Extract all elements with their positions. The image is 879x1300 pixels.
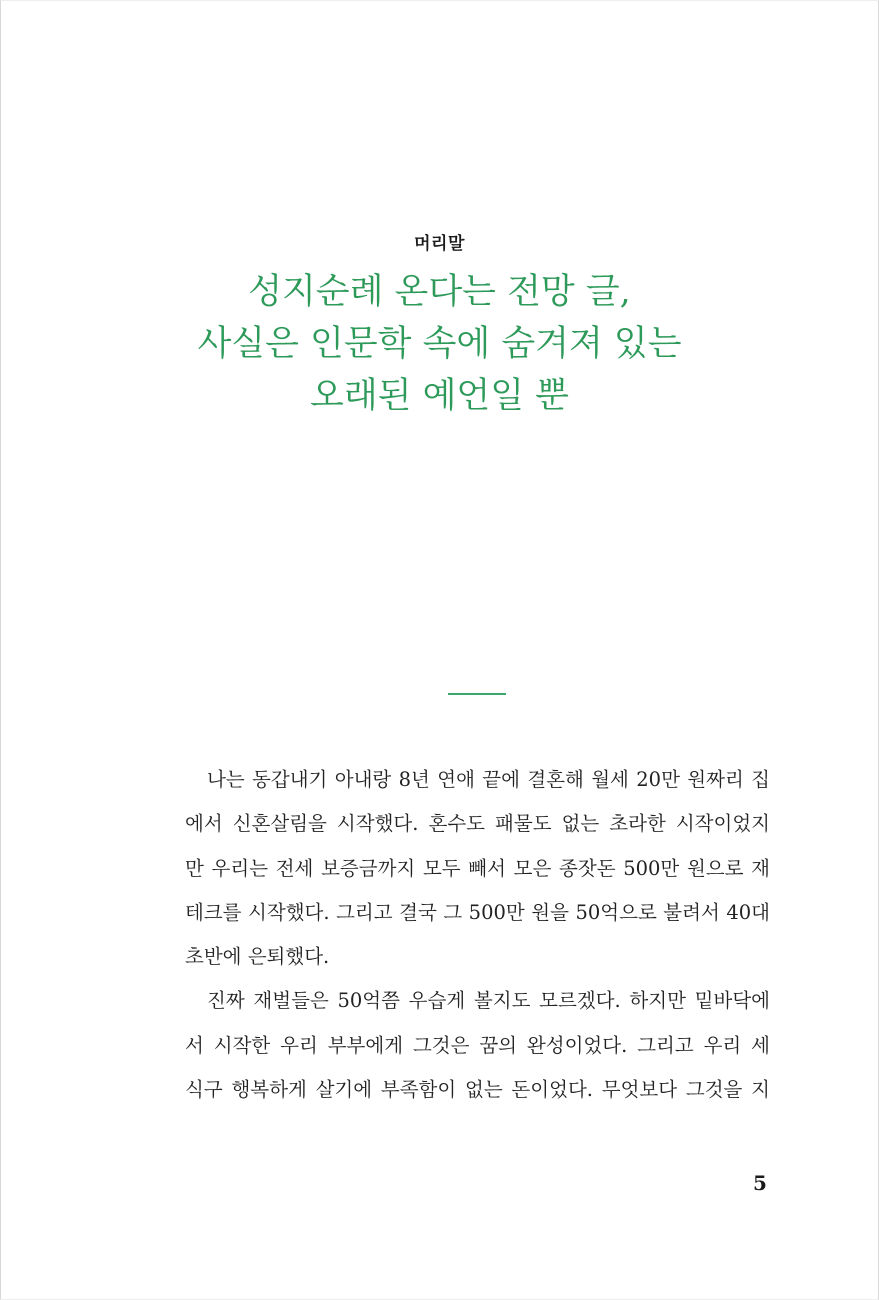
chapter-title <box>0 266 879 422</box>
section-label: 머리말 <box>414 234 465 254</box>
paragraph-line: 만 우리는 전세 보증금까지 모두 빼서 모은 종잣돈 500만 원으로 재 <box>185 856 770 880</box>
section-divider <box>448 693 506 695</box>
title-line: 사실은 인문학 속에 숨겨져 있는 <box>197 324 682 364</box>
title-line: 성지순례 온다는 전망 글, <box>248 272 631 312</box>
title-line: 오래된 예언일 뿐 <box>310 376 569 416</box>
paragraph-line: 진짜 재벌들은 50억쯤 우습게 볼지도 모르겠다. 하지만 밑바닥에 <box>207 989 770 1013</box>
body-text <box>185 758 770 1112</box>
paragraph-line: 식구 행복하게 살기에 부족함이 없는 돈이었다. 무엇보다 그것을 지 <box>185 1078 770 1102</box>
page-number: 5 <box>753 1171 767 1195</box>
paragraph-line: 초반에 은퇴했다. <box>185 945 330 969</box>
paragraph-line: 테크를 시작했다. 그리고 결국 그 500만 원을 50억으로 불려서 40대 <box>185 900 770 924</box>
paragraph-line: 나는 동갑내기 아내랑 8년 연애 끝에 결혼해 월세 20만 원짜리 집 <box>207 768 770 791</box>
paragraph-line: 에서 신혼살림을 시작했다. 혼수도 패물도 없는 초라한 시작이었지 <box>185 812 770 836</box>
paragraph-line: 서 시작한 우리 부부에게 그것은 꿈의 완성이었다. 그리고 우리 세 <box>185 1033 770 1057</box>
